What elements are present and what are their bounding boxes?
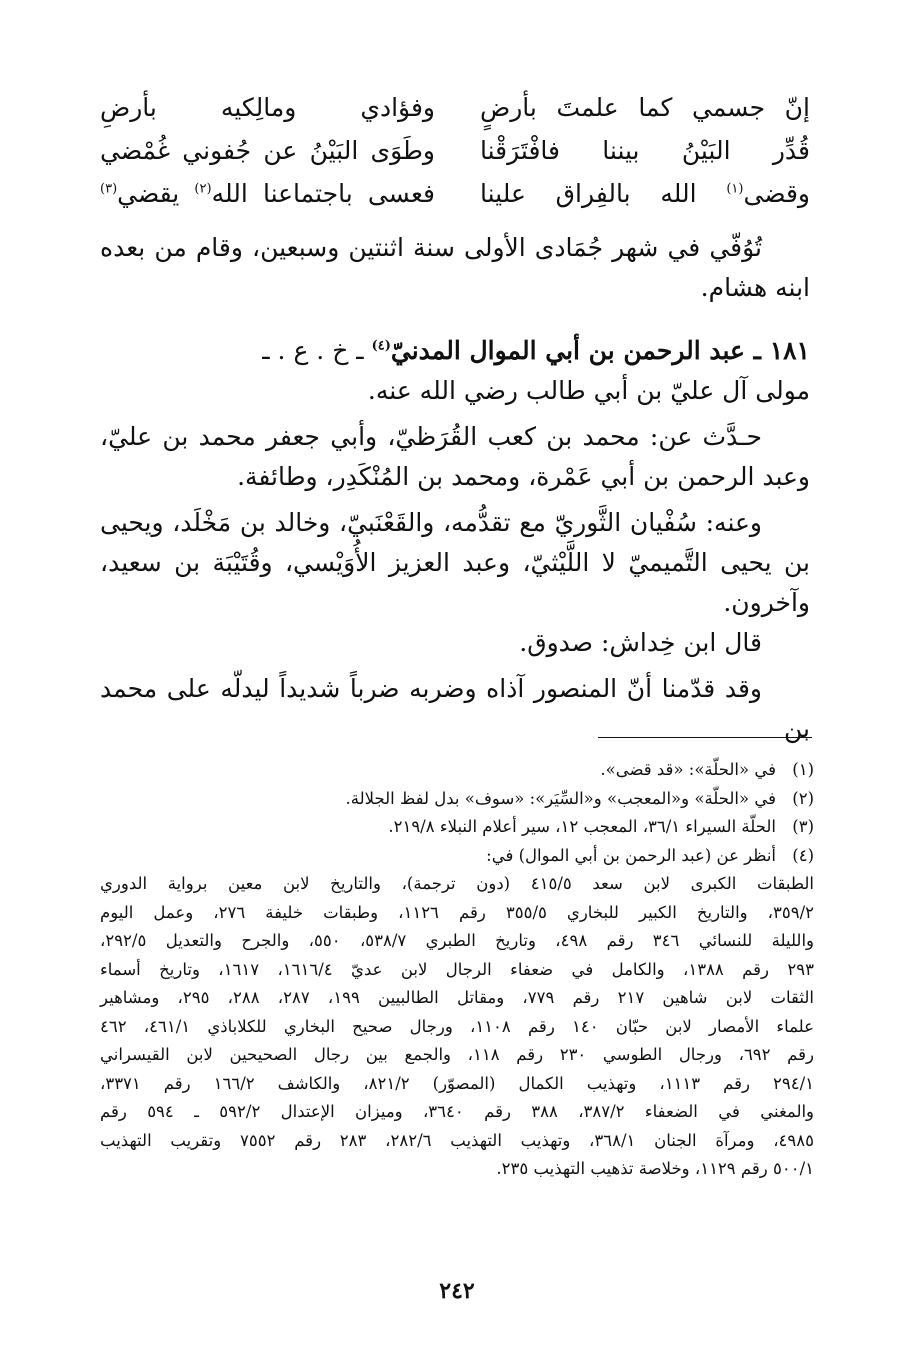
entry-qaddamna: وقد قدّمنا أنّ المنصور آذاه وضربه ضرباً شديداً ليدلّه على محمد بن (100, 674, 810, 743)
biography-entry (100, 331, 810, 749)
entry-heading-codes: ـ خ . ع . ـ (262, 336, 372, 365)
verse-2-second-hemistich: وطَوَى البَيْنُ عن جُفوني غُمْضي (100, 136, 435, 165)
verse-3-first-hemistich (480, 174, 810, 214)
verse-3-text-b: الله بالفِراق علينا (480, 179, 727, 208)
footnote-ref-4: (٤) (371, 338, 391, 354)
entry-heading (100, 331, 810, 371)
verse-1-first-hemistich: إنّ جسمي كما علمتَ بأرضٍ (480, 93, 810, 122)
death-paragraph-block (100, 228, 810, 308)
footnote-1 (100, 756, 814, 785)
footnote-4 (100, 842, 814, 871)
entry-heading-title: ١٨١ ـ عبد الرحمن بن أبي الموال المدنيّ (390, 336, 810, 365)
footnote-number: (١) (792, 760, 814, 779)
footnote-3 (100, 813, 814, 842)
death-paragraph: تُوُفّي في شهر جُمَادى الأولى سنة اثنتين وسبعين، وقام من بعده ابنه هشام. (100, 233, 810, 302)
footnote-4-line: رقم ٦٩٢، ورجال الطوسي ٢٣٠ رقم ١١٨، والجمع بين رجال الصحيحين لابن القيسراني (100, 1045, 815, 1064)
footnote-text: أنظر عن (عبد الرحمن بن أبي الموال) في: (486, 845, 776, 865)
footnote-number: (٣) (792, 817, 814, 836)
footnote-text: في «الحلّة»: «قد قضى». (600, 760, 776, 779)
verse-3-second-hemistich (100, 174, 435, 214)
footnote-4-line: ٤٩٨٥، ومرآة الجنان ٣٦٨/١، وتهذيب التهذيب ٢٨٢/٦، ٢٨٣ رقم ٧٥٥٢ وتقريب التهذيب (100, 1130, 814, 1150)
verse-3-text-a: وقضى (743, 179, 810, 208)
verse-1-second-hemistich: وفؤادي ومالِكيه بأرضِ (100, 93, 435, 122)
footnote-4-line: ٢٩٣ رقم ١٣٨٨، والكامل في ضعفاء الرجال لابن عديّ ١٦١٦/٤، ١٦١٧، وتاريخ أسماء (100, 959, 814, 979)
entry-haddath: حـدَّث عن: محمد بن كعب القُرَظيّ، وأبي جعفر محمد بن عليّ، وعبد الرحمن بن أبي عَمْرة، ومحمد بن المُنْكَدِر، وطائفة. (100, 422, 810, 491)
entry-students: وعنه: سُفْيان الثَّوريّ مع تقدُّمه، والقَعْنَبيّ، وخالد بن مَخْلَد، ويحيى بن يحيى التَّميميّ لا اللَّيْثيّ، وعبد العزيز الأُوَيْسي، وقُتَيْبَة بن سعيد، وآخرون. (100, 508, 810, 617)
footnote-ref-2: (٢) (194, 181, 212, 197)
entry-mawla: مولى آل عليّ بن أبي طالب رضي الله عنه. (367, 376, 810, 405)
footnote-4-line: الطبقات الكبرى لابن سعد ٤١٥/٥ (دون ترجمة)، والتاريخ لابن معين برواية الدوري (100, 874, 814, 893)
footnote-text: في «الحلّة» و«المعجب» و«السِّيَر»: «سوف» بدل لفظ الجلالة. (345, 788, 776, 808)
footnote-number: (٢) (792, 788, 814, 808)
poem-verse-1 (100, 88, 810, 131)
footnote-4-line: والليلة للنسائي ٣٤٦ رقم ٤٩٨، وتاريخ الطبري ٥٣٨/٧، ٥٥٠، والجرح والتعديل ٢٩٢/٥، (100, 931, 814, 950)
footnote-4-line: ٢٩٤/١ رقم ١١١٣، وتهذيب الكمال (المصوّر) ٨٢١/٢، والكاشف ١٦٦/٢ رقم ٣٣٧١، (100, 1073, 814, 1093)
poem-verse-2 (100, 131, 810, 174)
poem-verse-3 (100, 174, 810, 217)
verse-3-text-c: فعسى باجتماعنا الله (211, 179, 435, 208)
footnote-separator (598, 737, 812, 738)
entry-ibn-khirash: قال ابن خِداش: صدوق. (519, 628, 762, 657)
footnotes (100, 756, 814, 1184)
footnote-number: (٤) (792, 845, 814, 865)
footnote-4-line: ٥٠٠/١ رقم ١١٢٩، وخلاصة تذهيب التهذيب ٢٣٥. (496, 1159, 814, 1178)
footnote-text: الحلّة السيراء ٣٦/١، المعجب ١٢، سير أعلام النبلاء ٢١٩/٨. (388, 817, 776, 836)
footnote-ref-1: (١) (726, 181, 744, 197)
verse-2-first-hemistich: قُدِّر البَيْنُ بيننا فافْتَرَقْنا (480, 136, 810, 165)
footnote-4-line: علماء الأمصار لابن حبّان ١٤٠ رقم ١١٠٨، ورجال صحيح البخاري للكلاباذي ٤٦١/١، ٤٦٢ (100, 1016, 814, 1036)
footnote-ref-3: (٣) (100, 181, 118, 197)
footnote-4-line: والمغني في الضعفاء ٣٨٧/٢، ٣٨٨ رقم ٣٦٤٠، وميزان الإعتدال ٥٩٢/٢ ـ ٥٩٤ رقم (100, 1102, 815, 1121)
poem-block (100, 88, 810, 217)
page-number: ٢٤٢ (439, 1278, 475, 1304)
verse-3-text-d: يقضي (117, 179, 195, 208)
footnote-4-line: الثقات لابن شاهين ٢١٧ رقم ٧٧٩، ومقاتل الطالبيين ١٩٩، ٢٨٧، ٢٨٨، ٢٩٥، ومشاهير (100, 988, 814, 1007)
footnote-4-line: ٣٥٩/٢، والتاريخ الكبير للبخاري ٣٥٥/٥ رقم ١١٢٦، وطبقات خليفة ٢٧٦، وعمل اليوم (100, 902, 815, 922)
footnote-2 (100, 785, 814, 814)
